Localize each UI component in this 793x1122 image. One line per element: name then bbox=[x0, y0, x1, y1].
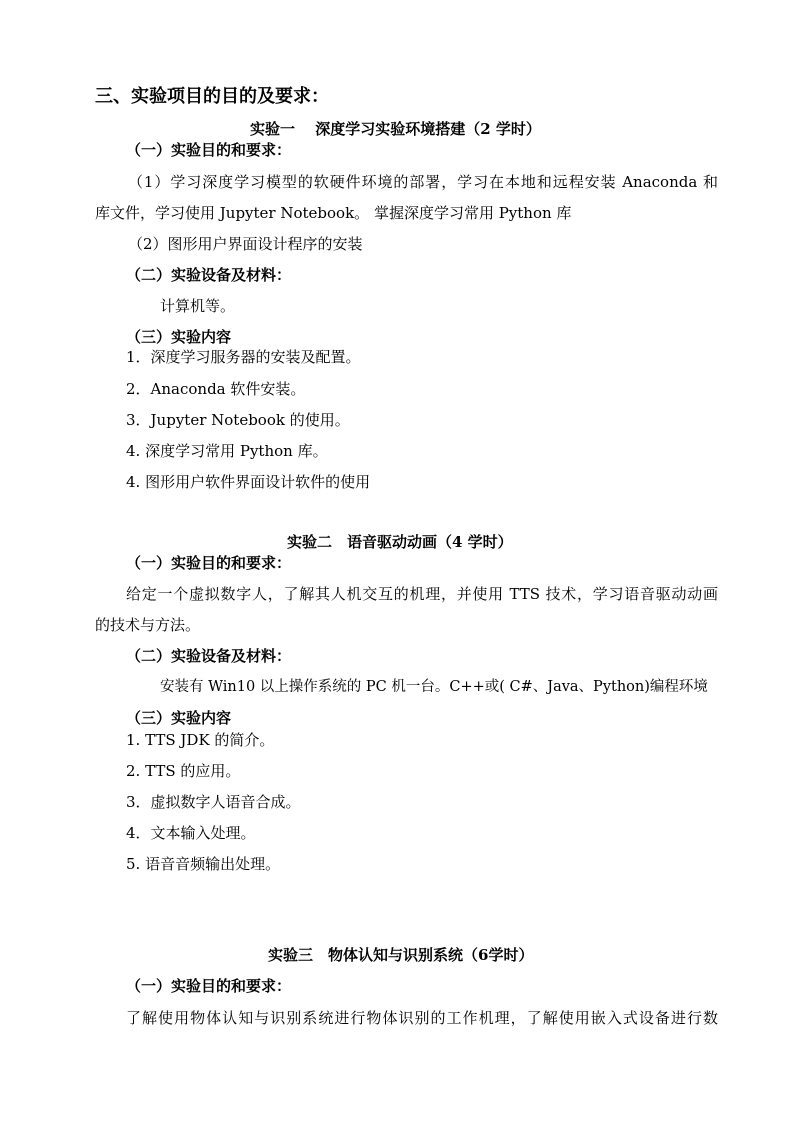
experiment-1-content-heading: （三）实验内容 bbox=[126, 328, 232, 346]
experiment-1-equipment-text: 计算机等。 bbox=[160, 297, 236, 315]
experiment-3-objective-line: 了解使用物体认知与识别系统进行物体识别的工作机理，了解使用嵌入式设备进行数 bbox=[126, 1009, 718, 1027]
experiment-2-objective-line: 的技术与方法。 bbox=[95, 616, 201, 634]
experiment-1-content-item: 4. 深度学习常用 Python 库。 bbox=[126, 442, 328, 460]
experiment-3-objective-heading: （一）实验目的和要求： bbox=[126, 977, 292, 995]
experiment-1-content-item: 4. 图形用户软件界面设计软件的使用 bbox=[126, 473, 371, 491]
experiment-1-content-item: 2．Anaconda 软件安装。 bbox=[126, 380, 306, 398]
experiment-2-content-item: 4．文本输入处理。 bbox=[126, 824, 256, 842]
experiment-1-content-item: 3．Jupyter Notebook 的使用。 bbox=[126, 411, 350, 429]
experiment-1-objective-heading: （一）实验目的和要求： bbox=[126, 141, 292, 159]
experiment-1-objective-line: 库文件，学习使用 Jupyter Notebook。 掌握深度学习常用 Python 库 bbox=[95, 204, 572, 222]
experiment-1-equipment-heading: （二）实验设备及材料： bbox=[126, 266, 292, 284]
experiment-1-objective-line: （2）图形用户界面设计程序的安装 bbox=[128, 235, 363, 253]
experiment-1-objective-line: （1）学习深度学习模型的软硬件环境的部署，学习在本地和远程安装 Anaconda 和 bbox=[128, 173, 718, 191]
experiment-2-content-item: 3．虚拟数字人语音合成。 bbox=[126, 793, 301, 811]
experiment-2-objective-heading: （一）实验目的和要求： bbox=[126, 554, 292, 572]
experiment-1-content-item: 1．深度学习服务器的安装及配置。 bbox=[126, 348, 361, 366]
experiment-3-title: 实验三 物体认知与识别系统（6学时） bbox=[268, 946, 534, 964]
experiment-2-objective-line: 给定一个虚拟数字人，了解其人机交互的机理，并使用 TTS 技术，学习语音驱动动画 bbox=[126, 585, 718, 603]
experiment-2-equipment-text: 安装有 Win10 以上操作系统的 PC 机一台。C++或( C#、Java、Python)编程环境 bbox=[160, 679, 708, 695]
experiment-2-content-item: 5. 语音音频输出处理。 bbox=[126, 855, 281, 873]
experiment-2-content-heading: （三）实验内容 bbox=[126, 709, 232, 727]
experiment-2-content-item: 1. TTS JDK 的简介。 bbox=[126, 731, 275, 749]
experiment-2-content-item: 2. TTS 的应用。 bbox=[126, 762, 241, 780]
section-heading: 三、实验项目的目的及要求： bbox=[95, 86, 329, 107]
experiment-1-title: 实验一 深度学习实验环境搭建（2 学时） bbox=[250, 120, 541, 138]
experiment-2-title: 实验二 语音驱动动画（4 学时） bbox=[287, 533, 513, 551]
experiment-2-equipment-heading: （二）实验设备及材料： bbox=[126, 647, 292, 665]
